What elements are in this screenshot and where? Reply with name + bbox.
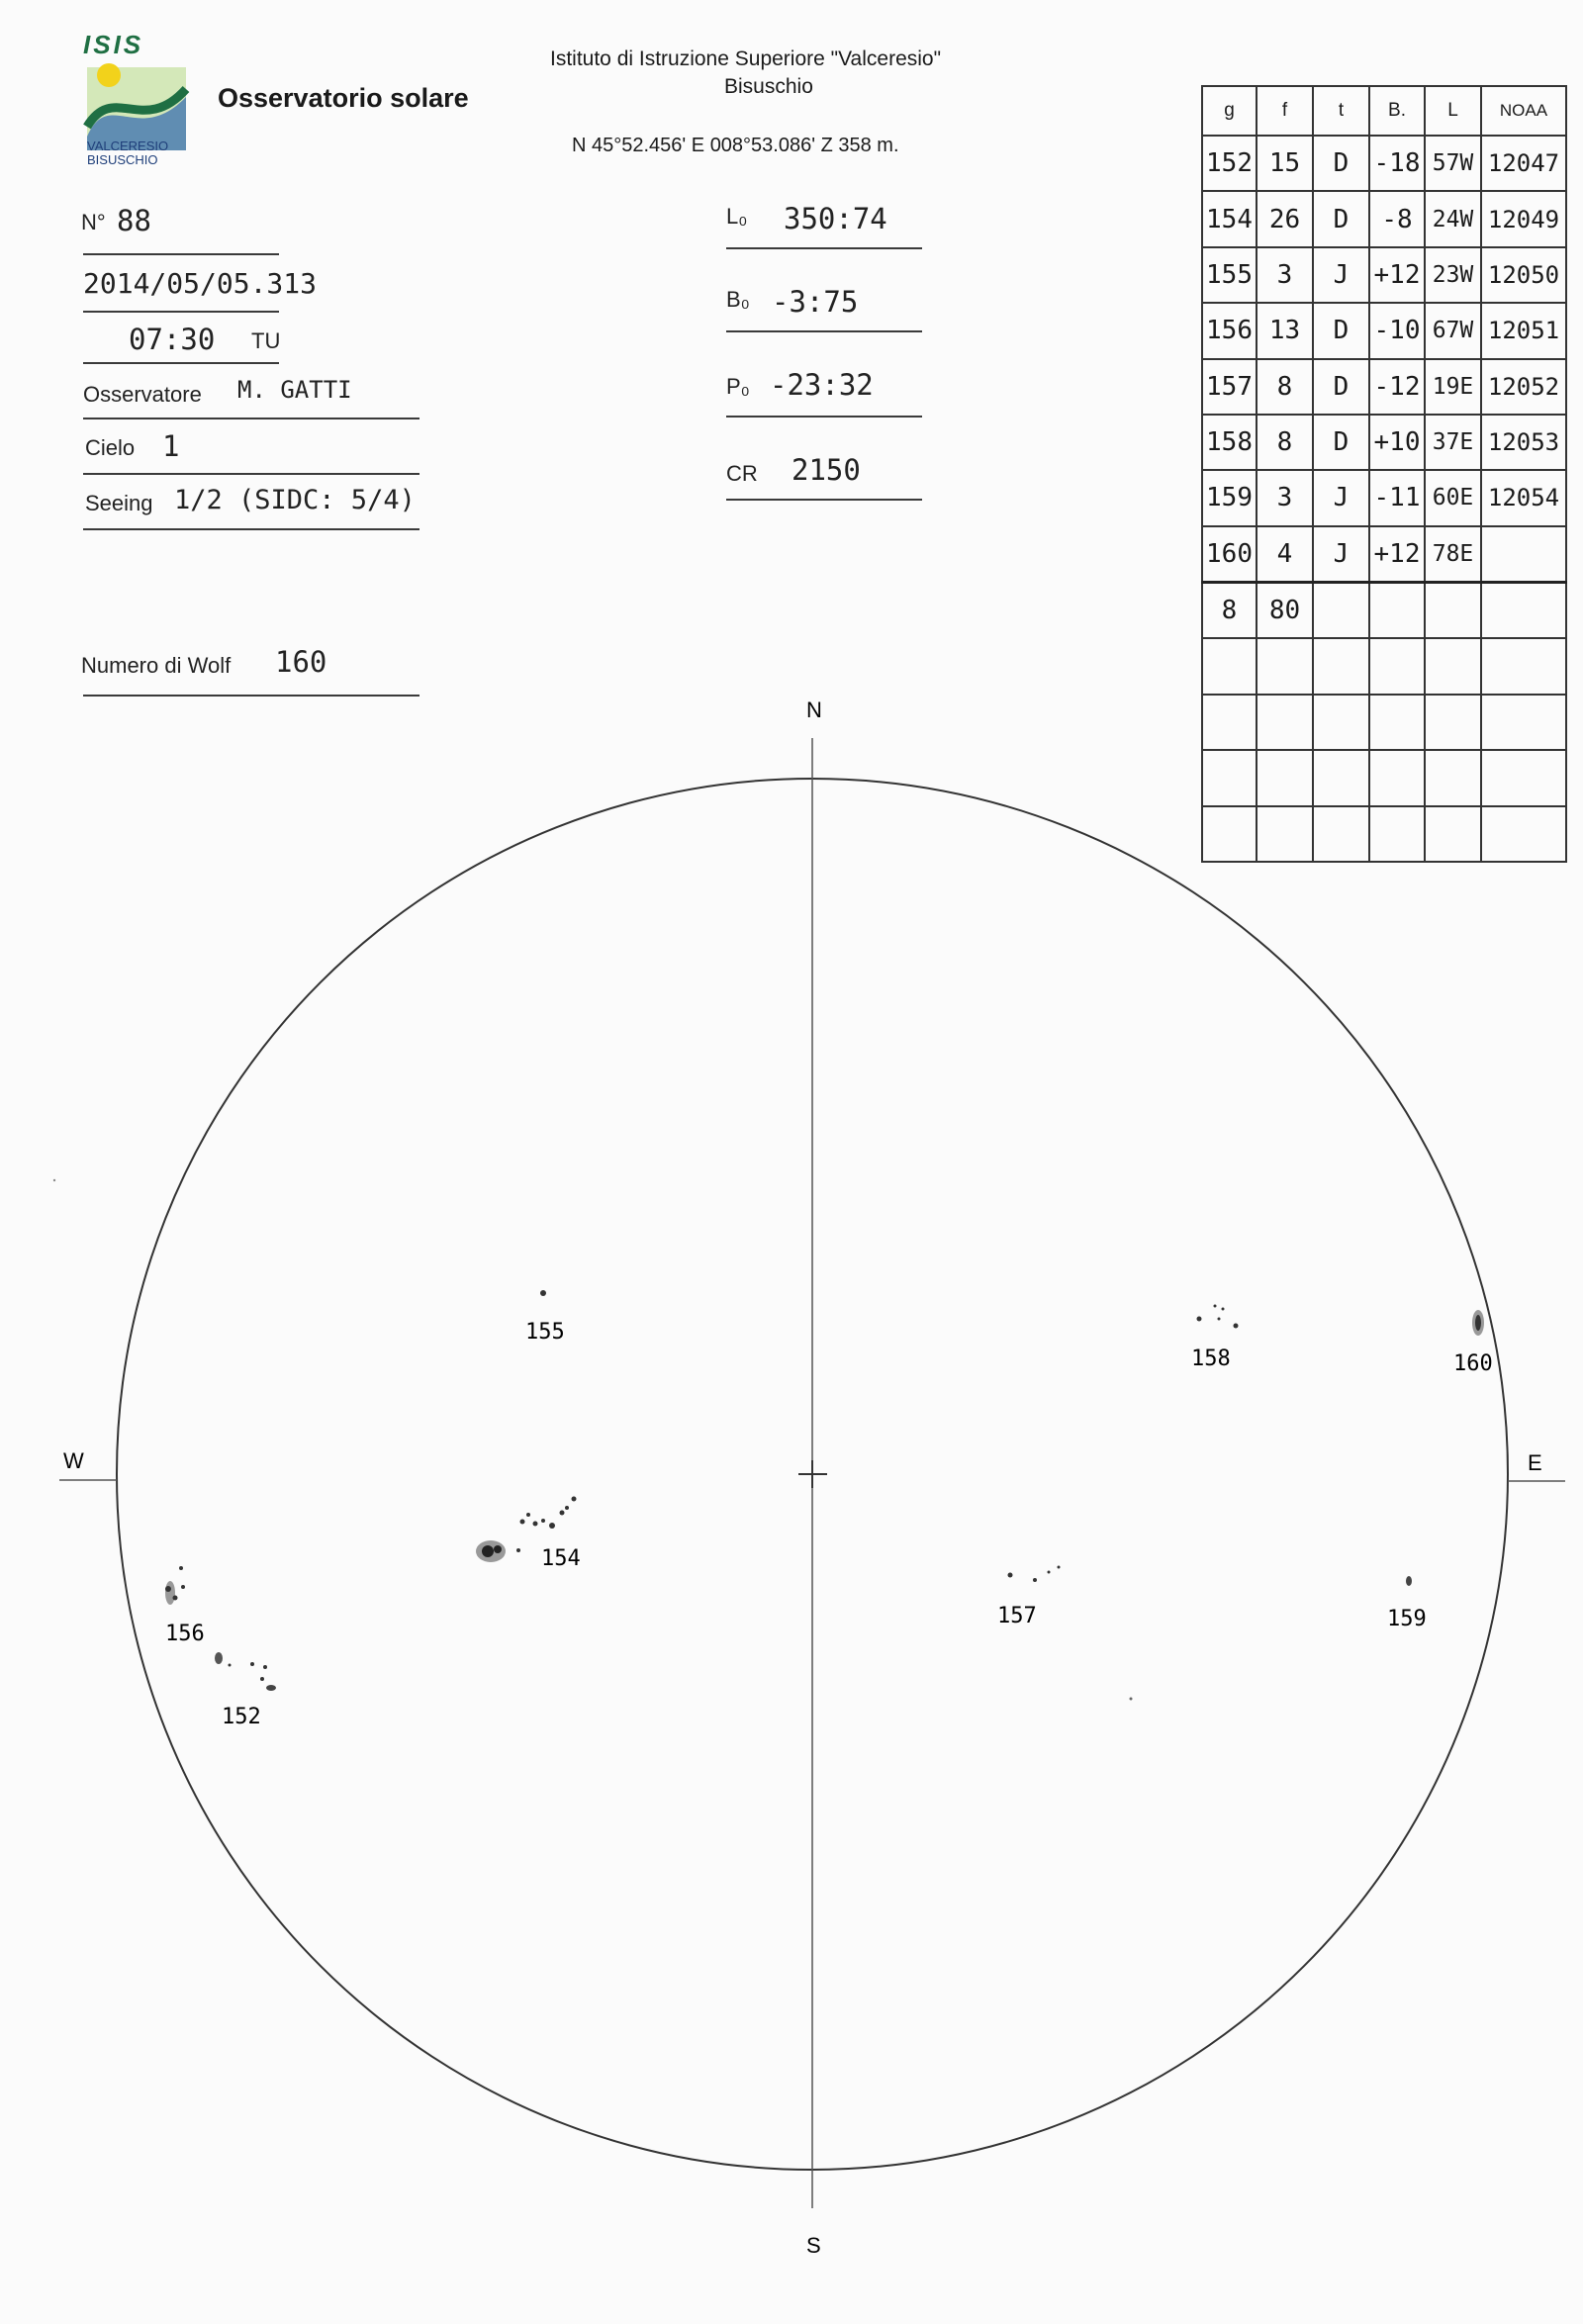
group-label-152: 152 (222, 1705, 261, 1729)
group-label-158: 158 (1191, 1347, 1231, 1371)
cr-label: CR (726, 461, 758, 486)
table-cell (1257, 806, 1313, 863)
wolf-number-label: Numero di Wolf (81, 653, 232, 678)
table-cell: J (1313, 526, 1369, 583)
sunspot-groups-table (1201, 85, 1567, 863)
institute-town: Bisuschio (724, 75, 813, 98)
table-cell: 57W (1425, 136, 1481, 191)
table-cell (1313, 638, 1369, 694)
column-header: g (1202, 86, 1257, 136)
table-cell: D (1313, 191, 1369, 246)
record-time-unit: TU (251, 328, 281, 353)
sky-value: 1 (162, 429, 180, 463)
table-cell: 19E (1425, 359, 1481, 415)
table-row (1202, 526, 1566, 583)
column-header: L (1425, 86, 1481, 136)
table-cell: 4 (1257, 526, 1313, 583)
table-cell: 8 (1202, 583, 1257, 639)
table-row (1202, 415, 1566, 470)
table-header-row (1202, 86, 1566, 136)
table-row (1202, 247, 1566, 303)
table-cell: 12051 (1481, 303, 1566, 358)
table-cell (1425, 583, 1481, 639)
b0-value: -3:75 (772, 285, 859, 319)
table-cell: D (1313, 136, 1369, 191)
logo-text: ISIS (83, 30, 144, 59)
table-cell (1369, 750, 1425, 805)
l0-label: L₀ (726, 204, 748, 229)
p0-underline (726, 416, 922, 418)
table-cell (1481, 750, 1566, 805)
p0-value: -23:32 (770, 368, 874, 402)
group-label-157: 157 (997, 1604, 1037, 1628)
seeing-value: 1/2 (SIDC: 5/4) (174, 485, 416, 515)
table-cell: 23W (1425, 247, 1481, 303)
table-cell (1257, 695, 1313, 750)
table-cell: 12052 (1481, 359, 1566, 415)
logo-subtitle-2: BISUSCHIO (87, 152, 158, 167)
table-cell (1257, 750, 1313, 805)
table-cell (1481, 806, 1566, 863)
table-cell (1425, 806, 1481, 863)
table-cell: 155 (1202, 247, 1257, 303)
table-cell: 60E (1425, 470, 1481, 525)
group-label-160: 160 (1453, 1351, 1493, 1376)
table-cell (1257, 638, 1313, 694)
table-cell (1369, 695, 1425, 750)
table-cell: 26 (1257, 191, 1313, 246)
group-label-155: 155 (525, 1320, 565, 1345)
record-number-label: N° (81, 210, 106, 234)
table-cell (1425, 750, 1481, 805)
table-empty-row (1202, 695, 1566, 750)
table-cell: 13 (1257, 303, 1313, 358)
table-cell: 154 (1202, 191, 1257, 246)
table-row (1202, 470, 1566, 525)
column-header: B. (1369, 86, 1425, 136)
column-header: NOAA (1481, 86, 1566, 136)
sky-underline (83, 473, 419, 475)
table-cell (1481, 638, 1566, 694)
table-cell (1425, 695, 1481, 750)
sunspot-group-156 (165, 1566, 205, 1646)
table-row (1202, 359, 1566, 415)
table-cell: J (1313, 247, 1369, 303)
record-number-value: 88 (117, 204, 151, 237)
observer-label: Osservatore (83, 382, 202, 407)
table-cell: 157 (1202, 359, 1257, 415)
table-row (1202, 136, 1566, 191)
table-empty-row (1202, 806, 1566, 863)
table-cell: J (1313, 470, 1369, 525)
table-totals-row (1202, 583, 1566, 639)
table-cell: 8 (1257, 359, 1313, 415)
sunspot-group-158 (1191, 1305, 1239, 1372)
b0-underline (726, 330, 922, 332)
table-cell: +12 (1369, 247, 1425, 303)
table-cell: 78E (1425, 526, 1481, 583)
north-label: N (806, 697, 822, 722)
institute-name: Istituto di Istruzione Superiore "Valceresio" (550, 47, 942, 70)
table-cell (1481, 526, 1566, 583)
west-label: W (63, 1448, 84, 1473)
table-cell: 159 (1202, 470, 1257, 525)
table-cell (1313, 695, 1369, 750)
table-cell: +10 (1369, 415, 1425, 470)
sunspot-group-154 (476, 1497, 581, 1572)
record-date: 2014/05/05.313 (83, 267, 318, 300)
table-empty-row (1202, 638, 1566, 694)
cr-underline (726, 499, 922, 501)
table-cell: -8 (1369, 191, 1425, 246)
paper-speck (1130, 1698, 1133, 1701)
table-cell (1313, 806, 1369, 863)
table-cell: -12 (1369, 359, 1425, 415)
table-cell (1369, 638, 1425, 694)
sunspot-group-152 (215, 1652, 276, 1729)
sunspot-group-160 (1453, 1310, 1493, 1376)
solar-disk-outline (117, 779, 1508, 2170)
cr-value: 2150 (792, 453, 861, 487)
table-cell: D (1313, 359, 1369, 415)
group-label-154: 154 (541, 1546, 581, 1571)
record-time-underline (83, 362, 279, 364)
table-cell: 160 (1202, 526, 1257, 583)
table-empty-row (1202, 750, 1566, 805)
table-cell: 24W (1425, 191, 1481, 246)
table-cell: -18 (1369, 136, 1425, 191)
table-cell: 158 (1202, 415, 1257, 470)
logo-subtitle-1: VALCERESIO (87, 139, 169, 153)
table-cell: 3 (1257, 470, 1313, 525)
record-date-underline (83, 311, 279, 313)
table-cell: 12053 (1481, 415, 1566, 470)
table-cell: 156 (1202, 303, 1257, 358)
group-label-156: 156 (165, 1622, 205, 1646)
table-cell: 80 (1257, 583, 1313, 639)
group-label-159: 159 (1387, 1607, 1427, 1631)
table-cell: 12047 (1481, 136, 1566, 191)
table-cell: 8 (1257, 415, 1313, 470)
column-header: f (1257, 86, 1313, 136)
table-cell: -11 (1369, 470, 1425, 525)
table-cell: 37E (1425, 415, 1481, 470)
table-cell (1481, 583, 1566, 639)
table-cell: D (1313, 303, 1369, 358)
l0-underline (726, 247, 922, 249)
table-cell: 12054 (1481, 470, 1566, 525)
l0-value: 350:74 (784, 202, 887, 235)
wolf-number-underline (83, 695, 419, 697)
table-cell (1425, 638, 1481, 694)
table-cell: 15 (1257, 136, 1313, 191)
table-cell (1202, 750, 1257, 805)
table-cell (1481, 695, 1566, 750)
sky-label: Cielo (85, 435, 136, 460)
table-cell: -10 (1369, 303, 1425, 358)
table-cell: 152 (1202, 136, 1257, 191)
wolf-number-value: 160 (275, 645, 327, 679)
record-time: 07:30 (129, 323, 216, 356)
south-label: S (806, 2233, 821, 2258)
seeing-label: Seeing (85, 491, 153, 515)
table-row (1202, 191, 1566, 246)
table-cell (1369, 583, 1425, 639)
record-number-underline (83, 253, 279, 255)
east-label: E (1528, 1450, 1542, 1475)
observatory-coordinates: N 45°52.456' E 008°53.086' Z 358 m. (572, 135, 899, 156)
table-cell: 12050 (1481, 247, 1566, 303)
table-row (1202, 303, 1566, 358)
sunspot-group-159 (1387, 1576, 1427, 1631)
seeing-underline (83, 528, 419, 530)
column-header: t (1313, 86, 1369, 136)
table-cell: +12 (1369, 526, 1425, 583)
sunspot-group-155 (525, 1290, 565, 1345)
table-cell: D (1313, 415, 1369, 470)
sunspot-group-157 (997, 1566, 1061, 1629)
table-cell: 3 (1257, 247, 1313, 303)
table-cell (1369, 806, 1425, 863)
p0-label: P₀ (726, 374, 750, 399)
table-cell (1202, 638, 1257, 694)
table-cell (1313, 583, 1369, 639)
table-cell: 67W (1425, 303, 1481, 358)
paper-speck (53, 1179, 55, 1181)
table-cell: 12049 (1481, 191, 1566, 246)
observatory-title: Osservatorio solare (218, 83, 469, 113)
table-cell (1313, 750, 1369, 805)
b0-label: B₀ (726, 287, 750, 312)
table-cell (1202, 806, 1257, 863)
table-cell (1202, 695, 1257, 750)
observer-value: M. GATTI (237, 376, 352, 404)
observer-underline (83, 418, 419, 419)
